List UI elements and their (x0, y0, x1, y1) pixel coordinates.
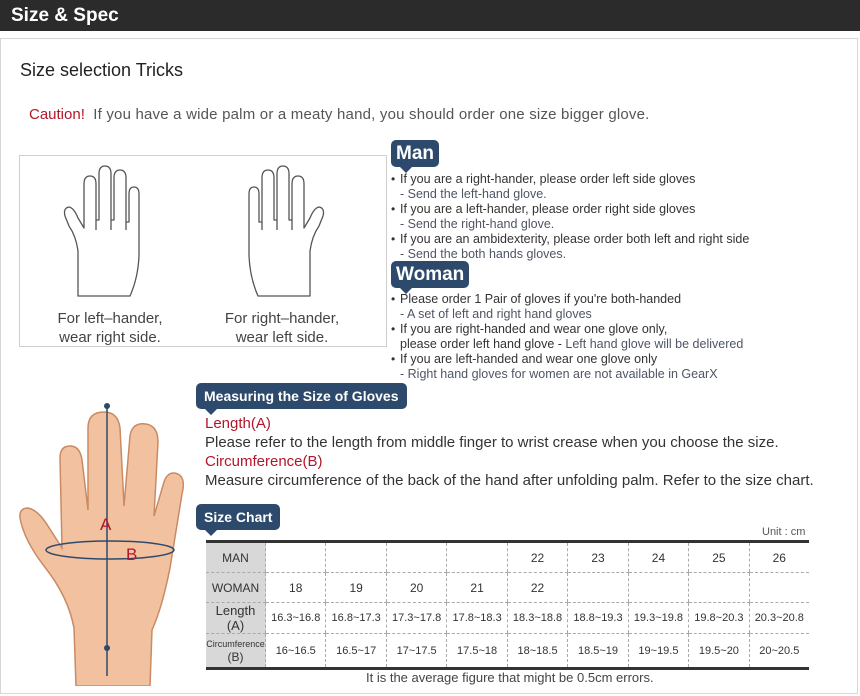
woman-note-2: • If you are right-handed and wear one glove only, (391, 322, 668, 336)
table-cell (628, 573, 688, 603)
glove-caption-left (40, 309, 180, 347)
table-cell: 16.3~16.8 (266, 603, 326, 634)
woman-notes (391, 292, 743, 382)
row-head-circumference-line1: Circumference (206, 638, 265, 649)
table-cell: 19~19.5 (628, 634, 688, 669)
glove-diagram (19, 155, 387, 347)
row-head-woman: WOMAN (206, 573, 266, 603)
man-note-2-text: If you are a left-hander, please order right side gloves (400, 202, 696, 216)
table-cell: 20.3~20.8 (749, 603, 809, 634)
circumference-text: Measure circumference of the back of the hand after unfolding palm. Refer to the size chart. (205, 472, 814, 489)
table-cell (568, 573, 628, 603)
table-cell: 17.5~18 (447, 634, 507, 669)
woman-note-2-text: If you are right-handed and wear one glove only, (400, 322, 668, 336)
table-cell: 16.8~17.3 (326, 603, 386, 634)
hand-mark-a: A (100, 515, 112, 534)
woman-note-3: • If you are left-handed and wear one glove only (391, 352, 658, 366)
length-text: Please refer to the length from middle finger to wrist crease when you choose the size. (205, 434, 779, 451)
row-head-length: Length (A) (206, 603, 266, 634)
row-head-man: MAN (206, 542, 266, 573)
glove-caption-left-line2: wear right side. (59, 329, 161, 346)
table-cell: 18~18.5 (507, 634, 567, 669)
woman-badge: Woman (391, 261, 469, 288)
row-head-circumference-line2: (B) (227, 649, 244, 664)
woman-note-1-sub: - A set of left and right hand gloves (400, 307, 592, 321)
table-row (206, 603, 809, 634)
table-row (206, 573, 809, 603)
man-notes (391, 172, 749, 262)
table-cell: 20~20.5 (749, 634, 809, 669)
table-cell: 18.5~19 (568, 634, 628, 669)
table-cell: 20 (386, 573, 446, 603)
woman-note-1-text: Please order 1 Pair of gloves if you're both-handed (400, 292, 682, 306)
table-cell: 19.8~20.3 (689, 603, 749, 634)
table-cell: 18 (266, 573, 326, 603)
table-row (206, 634, 809, 669)
glove-caption-right-line1: For right–hander, (224, 310, 340, 327)
man-note-3: • If you are an ambidexterity, please order both left and right side (391, 232, 750, 246)
table-cell: 22 (507, 542, 567, 573)
table-cell: 26 (749, 542, 809, 573)
table-cell: 17.3~17.8 (386, 603, 446, 634)
table-cell: 18.3~18.8 (507, 603, 567, 634)
woman-note-2-sub-plain: please order left hand glove - (400, 337, 566, 351)
unit-label: Unit : cm (762, 526, 806, 538)
table-cell: 16.5~17 (326, 634, 386, 669)
glove-caption-right (212, 309, 352, 347)
man-note-3-sub: - Send the both hands gloves. (400, 247, 567, 261)
table-row (206, 542, 809, 573)
man-note-1-sub: - Send the left-hand glove. (400, 187, 547, 201)
table-cell (266, 542, 326, 573)
table-cell: 25 (689, 542, 749, 573)
size-table (206, 540, 809, 670)
table-cell (447, 542, 507, 573)
table-cell: 22 (507, 573, 567, 603)
table-cell (749, 573, 809, 603)
size-chart-badge: Size Chart (196, 504, 280, 530)
caution-label: Caution (29, 106, 81, 123)
man-note-3-text: If you are an ambidexterity, please order both left and right side (400, 232, 750, 246)
table-cell: 19.5~20 (689, 634, 749, 669)
caution-mark: ! (80, 106, 85, 123)
header-bar (0, 0, 860, 31)
table-cell: 18.8~19.3 (568, 603, 628, 634)
table-cell: 17~17.5 (386, 634, 446, 669)
measuring-text (205, 414, 814, 490)
table-cell: 21 (447, 573, 507, 603)
measuring-badge: Measuring the Size of Gloves (196, 383, 407, 409)
table-cell: 19 (326, 573, 386, 603)
woman-note-2-sub (391, 337, 743, 352)
man-note-1: • If you are a right-hander, please order left side gloves (391, 172, 696, 186)
woman-note-2-sub-muted: Left hand glove will be delivered (565, 337, 744, 351)
table-cell: 17.8~18.3 (447, 603, 507, 634)
table-cell (689, 573, 749, 603)
table-cell (386, 542, 446, 573)
table-cell: 23 (568, 542, 628, 573)
section-title: Size selection Tricks (20, 60, 184, 80)
man-note-2: • If you are a left-hander, please order right side gloves (391, 202, 696, 216)
table-cell: 24 (628, 542, 688, 573)
length-label: Length(A) (205, 415, 271, 432)
woman-note-3-text: If you are left-handed and wear one glove only (400, 352, 658, 366)
table-cell: 16~16.5 (266, 634, 326, 669)
hand-measure-icon (14, 398, 184, 686)
woman-note-3-sub: - Right hand gloves for women are not available in GearX (400, 367, 718, 381)
table-cell: 19.3~19.8 (628, 603, 688, 634)
glove-caption-left-line1: For left–hander, (57, 310, 163, 327)
row-head-circumference (206, 634, 266, 669)
circumference-label: Circumference(B) (205, 453, 323, 470)
glove-caption-right-line2: wear left side. (235, 329, 329, 346)
man-note-2-sub: - Send the right-hand glove. (400, 217, 555, 231)
woman-note-1: • Please order 1 Pair of gloves if you're both-handed (391, 292, 682, 306)
table-cell (326, 542, 386, 573)
man-note-1-text: If you are a right-hander, please order left side gloves (400, 172, 696, 186)
page-title: Size & Spec (11, 5, 119, 26)
caution-text: If you have a wide palm or a meaty hand, you should order one size bigger glove. (93, 106, 650, 123)
man-badge: Man (391, 140, 439, 167)
table-footnote: It is the average figure that might be 0.5cm errors. (366, 670, 654, 685)
caution-line (29, 106, 650, 123)
hand-mark-b: B (126, 545, 138, 564)
